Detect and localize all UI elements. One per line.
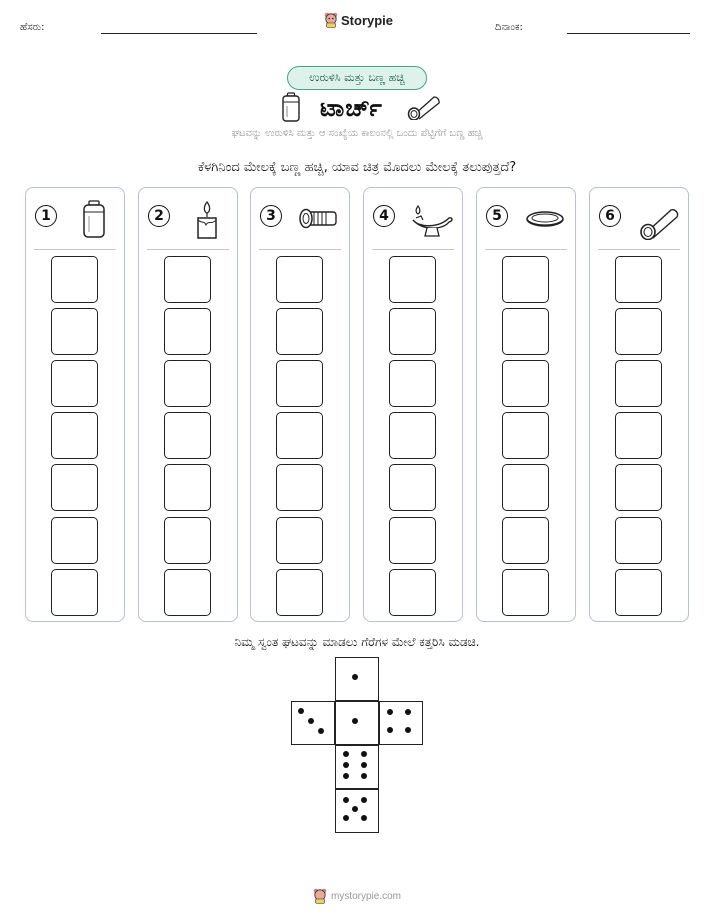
color-box[interactable]	[615, 517, 662, 564]
activity-badge: ಉರುಳಿಸಿ ಮತ್ತು ಬಣ್ಣ ಹಚ್ಚಿ	[287, 66, 427, 90]
color-box[interactable]	[164, 308, 211, 355]
dice-pip	[361, 762, 367, 768]
column-6	[589, 187, 689, 622]
dice-pip	[343, 751, 349, 757]
subtitle: ಘಟವನ್ನು ಉರುಳಿಸಿ ಮತ್ತು ಆ ಸಂಖ್ಯೆಯ ಕಾಲಂನಲ್ಲಿ ಒಂದು ಪೆಟ್ಟಿಗೆಗೆ ಬಣ್ಣ ಹಚ್ಚಿ	[231, 128, 483, 139]
dice-pip	[361, 797, 367, 803]
question: ಕೆಳಗಿನಿಂದ ಮೇಲಕ್ಕೆ ಬಣ್ಣ ಹಚ್ಚಿ, ಯಾವ ಚಿತ್ರ ಮೊದಲು ಮೇಲಕ್ಕೆ ತಲುಪುತ್ತದೆ?	[197, 160, 517, 175]
battery-icon	[71, 198, 117, 240]
color-box[interactable]	[615, 464, 662, 511]
color-box[interactable]	[164, 412, 211, 459]
color-box[interactable]	[51, 412, 98, 459]
color-box[interactable]	[51, 360, 98, 407]
page-title: ಟಾರ್ಚ್	[320, 94, 383, 122]
color-box[interactable]	[51, 569, 98, 616]
color-box[interactable]	[615, 569, 662, 616]
color-box[interactable]	[276, 569, 323, 616]
column-divider	[34, 249, 116, 250]
brand-logo	[324, 12, 393, 28]
dice-pip	[361, 751, 367, 757]
bear-icon	[324, 12, 338, 28]
color-box[interactable]	[502, 464, 549, 511]
dice-face-1	[335, 701, 379, 745]
color-box[interactable]	[51, 464, 98, 511]
dice-face-6	[335, 745, 379, 789]
color-box[interactable]	[164, 256, 211, 303]
color-box[interactable]	[164, 517, 211, 564]
name-label: ಹೆಸರು:	[20, 22, 45, 33]
column-divider	[598, 249, 680, 250]
color-box[interactable]	[51, 256, 98, 303]
dice-pip	[343, 762, 349, 768]
name-line[interactable]	[101, 33, 257, 34]
color-box[interactable]	[164, 360, 211, 407]
color-box[interactable]	[389, 256, 436, 303]
color-box[interactable]	[502, 308, 549, 355]
dice-instruction: ನಿಮ್ಮ ಸ್ವಂತ ಘಟವನ್ನು ಮಾಡಲು ಗೆರೆಗಳ ಮೇಲೆ ಕತ್ತರಿಸಿ ಮಡಚಿ.	[234, 635, 480, 649]
color-box[interactable]	[389, 308, 436, 355]
column-number: 1	[35, 205, 57, 227]
date-line[interactable]	[567, 33, 690, 34]
dice-pip	[361, 815, 367, 821]
dice-face-4	[379, 701, 423, 745]
dice-pip	[308, 718, 314, 724]
column-number: 6	[599, 205, 621, 227]
color-box[interactable]	[276, 412, 323, 459]
dice-pip	[352, 718, 358, 724]
dice-pip	[343, 773, 349, 779]
torch-tube-icon	[406, 94, 442, 120]
color-box[interactable]	[389, 412, 436, 459]
footer-url: mystorypie.com	[330, 890, 401, 902]
candle-icon	[184, 198, 230, 240]
dice-pip	[361, 773, 367, 779]
bear-icon	[313, 888, 327, 904]
column-1	[25, 187, 125, 622]
color-box[interactable]	[389, 360, 436, 407]
color-box[interactable]	[276, 360, 323, 407]
dice-pip	[318, 728, 324, 734]
column-divider	[147, 249, 229, 250]
battery-icon	[281, 92, 301, 122]
color-box[interactable]	[276, 464, 323, 511]
dice-pip	[387, 709, 393, 715]
dice-pip	[343, 797, 349, 803]
column-4	[363, 187, 463, 622]
dice-pip	[405, 709, 411, 715]
dice-pip	[387, 727, 393, 733]
color-box[interactable]	[389, 517, 436, 564]
column-number: 4	[373, 205, 395, 227]
column-number: 3	[260, 205, 282, 227]
brand-name: Storypie	[341, 12, 394, 28]
color-box[interactable]	[51, 308, 98, 355]
dice-pip	[298, 708, 304, 714]
color-box[interactable]	[51, 517, 98, 564]
column-divider	[485, 249, 567, 250]
color-box[interactable]	[615, 256, 662, 303]
color-box[interactable]	[502, 517, 549, 564]
oil-lamp-icon	[409, 198, 455, 240]
column-5	[476, 187, 576, 622]
dice-pip	[352, 674, 358, 680]
torch-tube-icon	[635, 198, 681, 240]
dice-pip	[352, 806, 358, 812]
date-label: ದಿನಾಂಕ:	[495, 22, 523, 33]
dice-face-3	[291, 701, 335, 745]
color-box[interactable]	[502, 569, 549, 616]
dice-pip	[343, 815, 349, 821]
column-2	[138, 187, 238, 622]
column-divider	[259, 249, 341, 250]
color-box[interactable]	[276, 517, 323, 564]
color-box[interactable]	[615, 360, 662, 407]
color-box[interactable]	[276, 308, 323, 355]
color-box[interactable]	[615, 308, 662, 355]
color-box[interactable]	[502, 256, 549, 303]
color-box[interactable]	[615, 412, 662, 459]
column-number: 2	[148, 205, 170, 227]
dice-pip	[405, 727, 411, 733]
flashlight-icon	[296, 198, 342, 240]
column-number: 5	[486, 205, 508, 227]
column-3	[250, 187, 350, 622]
color-box[interactable]	[164, 569, 211, 616]
color-box[interactable]	[389, 464, 436, 511]
color-box[interactable]	[502, 360, 549, 407]
color-box[interactable]	[502, 412, 549, 459]
dice-face-1	[335, 657, 379, 701]
dish-icon	[522, 198, 568, 240]
color-box[interactable]	[276, 256, 323, 303]
color-box[interactable]	[389, 569, 436, 616]
column-divider	[372, 249, 454, 250]
color-box[interactable]	[164, 464, 211, 511]
footer	[0, 888, 714, 904]
dice-face-5	[335, 789, 379, 833]
